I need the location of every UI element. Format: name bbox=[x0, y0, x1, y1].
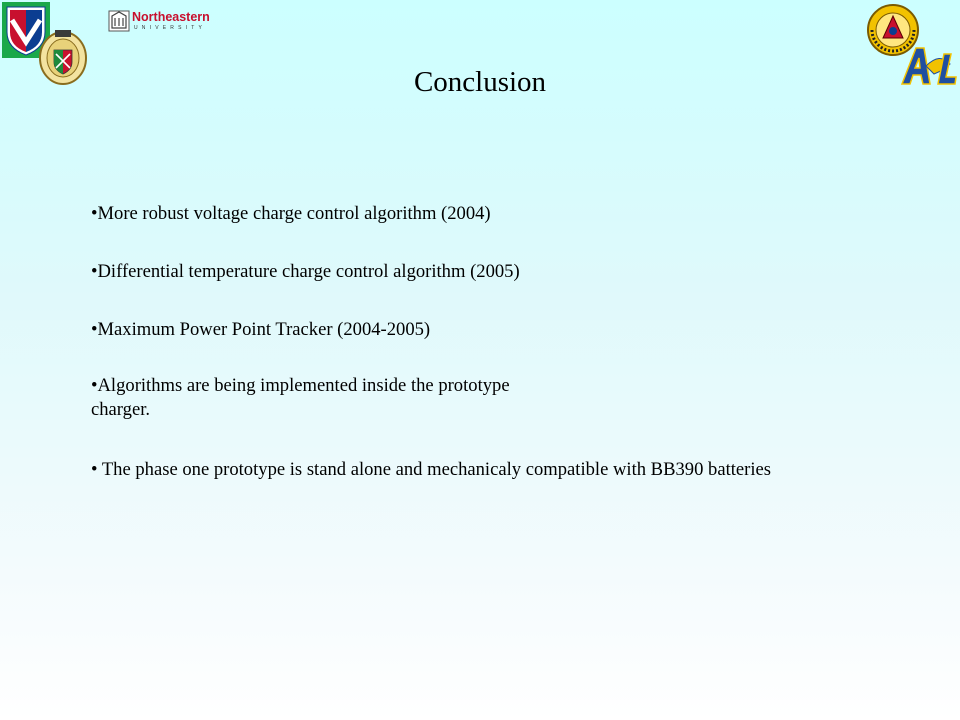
bullet-item: •Algorithms are being implemented inside the prototype charger. bbox=[91, 375, 515, 420]
bullet-item: •Differential temperature charge control algorithm (2005) bbox=[91, 261, 520, 282]
northeastern-subtitle: UNIVERSITY bbox=[134, 25, 207, 31]
slide-title: Conclusion bbox=[413, 66, 547, 98]
bullet-item: •Maximum Power Point Tracker (2004-2005) bbox=[91, 319, 431, 340]
bullet-item: • The phase one prototype is stand alone and mechanicaly compatible with BB390 batteries bbox=[91, 459, 772, 480]
northeastern-wordmark: Northeastern bbox=[132, 10, 210, 24]
northeastern-logo bbox=[108, 8, 208, 36]
bullet-item: •More robust voltage charge control algorithm (2004) bbox=[91, 203, 491, 224]
